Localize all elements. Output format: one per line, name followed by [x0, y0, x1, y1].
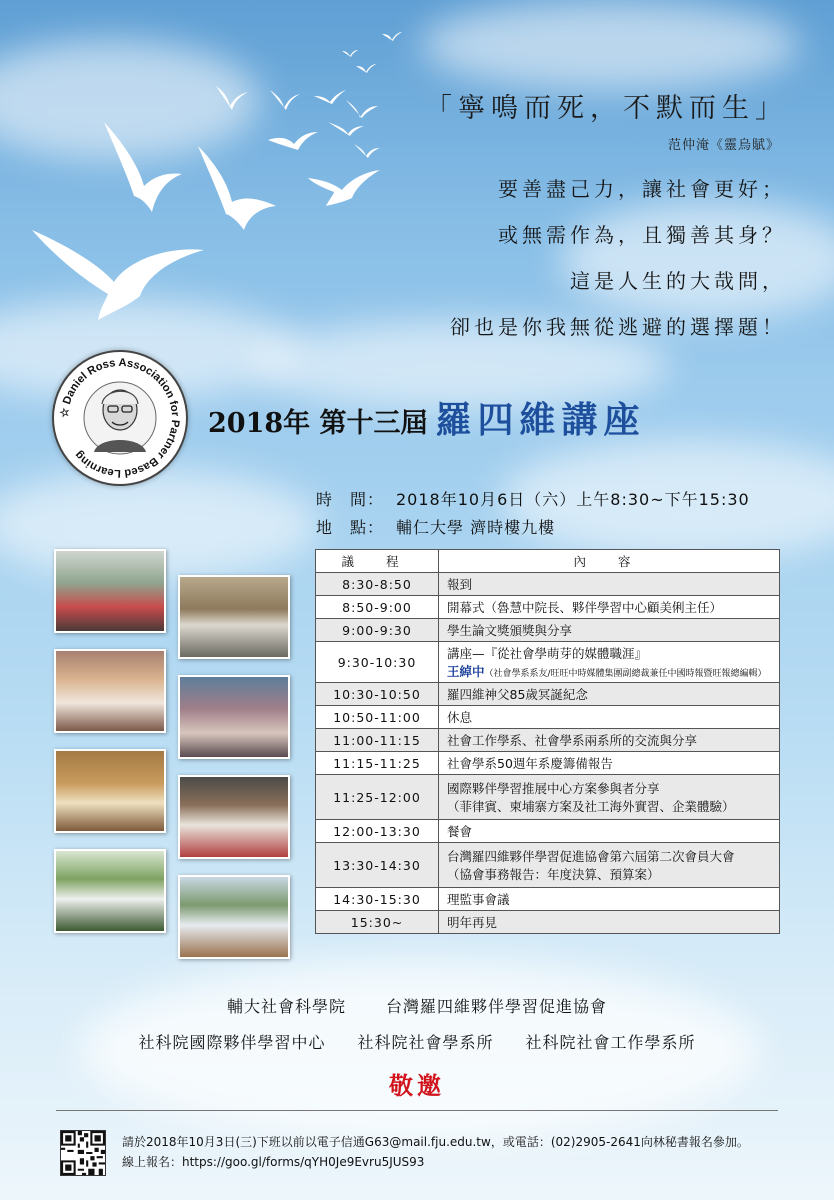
row-content-line: （協會事務報告：年度決算、預算案）	[447, 867, 660, 882]
row-time: 15:30~	[316, 911, 439, 934]
bird-icon	[312, 86, 348, 106]
row-content-line: 台灣羅四維夥伴學習促進協會第六屆第二次會員大會	[447, 849, 735, 864]
lecture-title: 講座—『從社會學萌芽的媒體職涯』	[447, 646, 648, 661]
row-time: 9:00-9:30	[316, 619, 439, 642]
row-time: 11:25-12:00	[316, 775, 439, 820]
logo-seal	[54, 352, 186, 484]
title-main: 羅四維講座	[435, 399, 646, 441]
cloud	[420, 0, 800, 90]
photo-school-room	[54, 749, 166, 833]
event-title	[208, 392, 646, 443]
time-label: 時 間：	[316, 490, 385, 509]
bird-icon	[344, 98, 380, 120]
organizer: 輔大社會科學院	[226, 997, 346, 1016]
photo-outdoor-line	[178, 875, 290, 959]
quote-source: 范仲淹《靈烏賦》	[667, 138, 780, 153]
organizer: 社科院社會工作學系所	[525, 1033, 696, 1052]
table-row	[316, 843, 780, 888]
dove-icon	[96, 116, 186, 216]
footer-text	[122, 1132, 749, 1172]
organizer: 台灣羅四維夥伴學習促進協會	[386, 997, 608, 1016]
speaker-line	[447, 662, 771, 680]
association-logo	[52, 350, 188, 486]
row-content-line: （菲律賓、柬埔寨方案及社工海外實習、企業體驗）	[447, 799, 735, 814]
row-content: 餐會	[439, 820, 780, 843]
table-row	[316, 619, 780, 642]
table-row	[316, 683, 780, 706]
schedule-table	[315, 549, 780, 934]
poem-line: 或無需作為，且獨善其身？	[498, 223, 786, 247]
photo-classroom	[54, 549, 166, 633]
online-registration-link[interactable]: 線上報名：https://goo.gl/forms/qYH0Je9Evru5JUS93	[122, 1155, 425, 1169]
row-time: 10:30-10:50	[316, 683, 439, 706]
bird-icon	[354, 60, 378, 74]
row-time: 12:00-13:30	[316, 820, 439, 843]
bird-icon	[340, 46, 360, 58]
column-header: 議 程	[316, 550, 439, 573]
organizer: 社科院國際夥伴學習中心	[138, 1033, 326, 1052]
bird-icon	[352, 140, 382, 160]
row-time: 11:15-11:25	[316, 752, 439, 775]
row-content	[439, 775, 780, 820]
table-row	[316, 729, 780, 752]
place-value: 輔仁大學 濟時樓九樓	[396, 518, 556, 537]
bird-icon	[380, 28, 404, 42]
time-value: 2018年10月6日（六）上午8:30~下午15:30	[396, 490, 750, 509]
title-prefix: 2018年 第十三屆	[208, 408, 428, 439]
place-row	[316, 514, 750, 542]
organizers-line-1	[0, 994, 834, 1017]
speaker-name: 王綽中	[447, 664, 485, 679]
dove-icon	[28, 216, 208, 326]
row-content: 社會工作學系、社會學系兩系所的交流與分享	[439, 729, 780, 752]
row-time: 11:00-11:15	[316, 729, 439, 752]
dove-icon	[192, 142, 282, 232]
poem-line: 這是人生的大哉問，	[570, 269, 786, 293]
table-row	[316, 775, 780, 820]
row-content: 明年再見	[439, 911, 780, 934]
bird-icon	[326, 118, 366, 138]
poem-line: 要善盡己力，讓社會更好；	[498, 177, 786, 201]
photo-group-session	[178, 675, 290, 759]
table-row	[316, 596, 780, 619]
row-time: 8:30-8:50	[316, 573, 439, 596]
table-header-row	[316, 550, 780, 573]
row-content: 開幕式（魯慧中院長、夥伴學習中心顧美俐主任）	[439, 596, 780, 619]
place-label: 地 點：	[316, 518, 385, 537]
photo-child-drawing	[178, 775, 290, 859]
row-content: 社會學系50週年系慶籌備報告	[439, 752, 780, 775]
qr-code-icon[interactable]	[60, 1130, 106, 1176]
organizer: 社科院社會學系所	[357, 1033, 494, 1052]
event-info	[316, 486, 750, 542]
logo-ring-text: ☆ Daniel Ross Association for Partner Based Learning	[58, 356, 182, 480]
row-content: 理監事會議	[439, 888, 780, 911]
photo-circle-meeting	[54, 649, 166, 733]
organizers-line-2	[0, 1030, 834, 1053]
table-row	[316, 911, 780, 934]
row-time: 13:30-14:30	[316, 843, 439, 888]
row-content	[439, 642, 780, 683]
photo-outdoor-group	[54, 849, 166, 933]
row-content: 休息	[439, 706, 780, 729]
bird-icon	[214, 82, 250, 112]
table-row	[316, 642, 780, 683]
table-row	[316, 820, 780, 843]
poem	[450, 174, 786, 358]
row-time: 9:30-10:30	[316, 642, 439, 683]
row-content-line: 國際夥伴學習推展中心方案參與者分享	[447, 781, 660, 796]
quote: 「寧鳴而死，不默而生」	[425, 93, 788, 124]
table-row	[316, 573, 780, 596]
column-header: 內 容	[439, 550, 780, 573]
registration-note: 請於2018年10月3日(三)下班以前以電子信通G63@mail.fju.edu.tw，或電話：(02)2905-2641向林秘書報名參加。	[122, 1135, 749, 1149]
poem-line: 卻也是你我無從逃避的選擇題！	[450, 315, 786, 339]
row-time: 14:30-15:30	[316, 888, 439, 911]
speaker-note: （社會學系系友/旺旺中時媒體集團副總裁兼任中國時報暨旺報總編輯）	[484, 669, 767, 679]
invite-text: 敬邀	[389, 1072, 445, 1100]
table-row	[316, 752, 780, 775]
table-row	[316, 706, 780, 729]
row-content: 學生論文獎頒獎與分享	[439, 619, 780, 642]
row-time: 10:50-11:00	[316, 706, 439, 729]
bird-icon	[266, 126, 320, 152]
row-content: 報到	[439, 573, 780, 596]
table-row	[316, 888, 780, 911]
row-content: 羅四維神父85歲冥誕紀念	[439, 683, 780, 706]
divider	[56, 1110, 778, 1111]
bird-icon	[268, 88, 302, 112]
dove-icon	[304, 160, 384, 210]
time-row	[316, 486, 750, 514]
row-time: 8:50-9:00	[316, 596, 439, 619]
photo-warehouse	[178, 575, 290, 659]
row-content	[439, 843, 780, 888]
